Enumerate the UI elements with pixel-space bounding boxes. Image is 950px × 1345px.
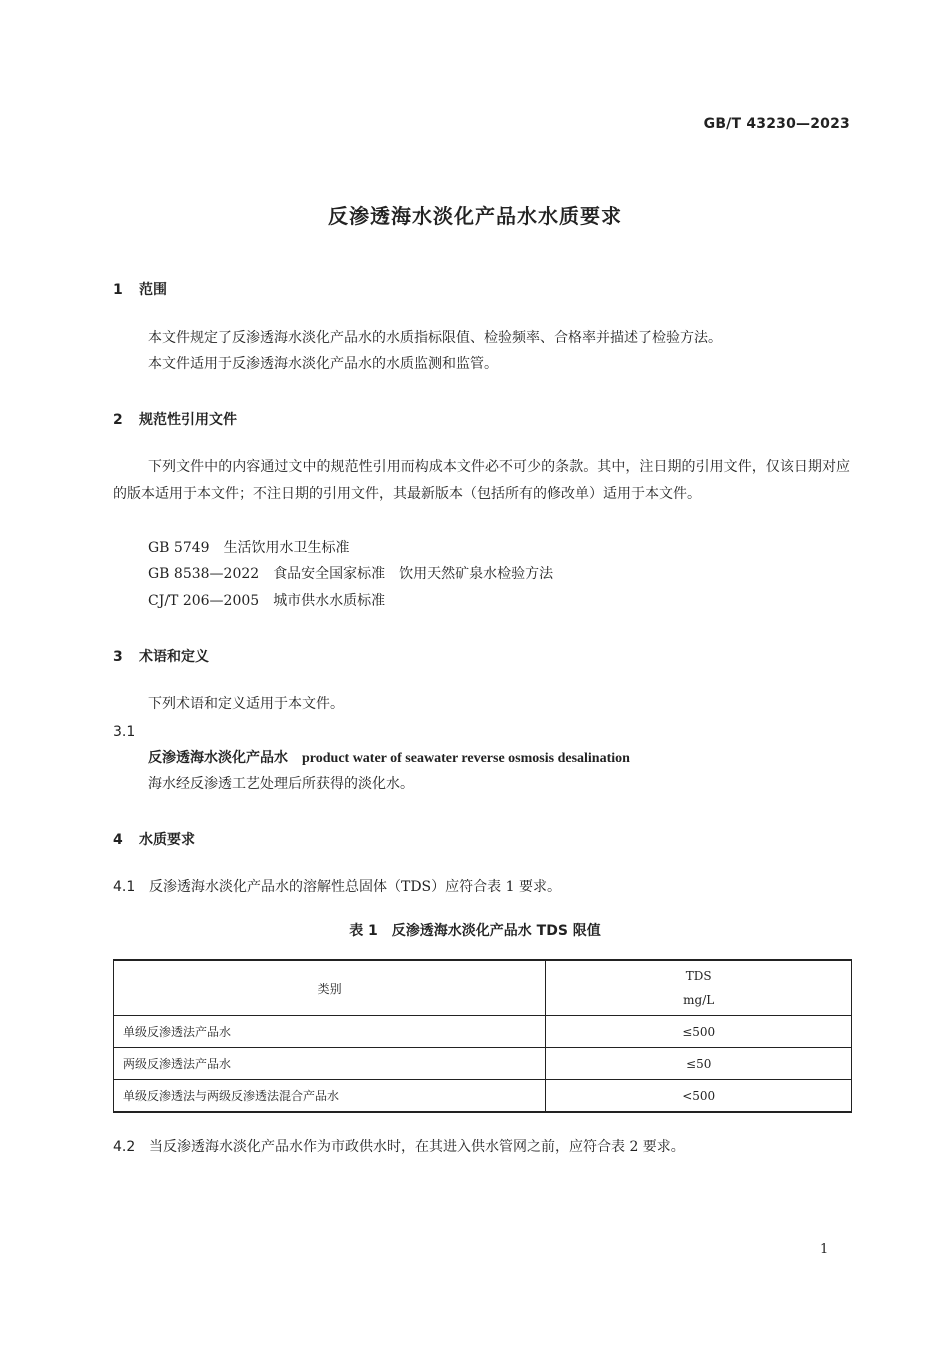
term-definition: 海水经反渗透工艺处理后所获得的淡化水。 [148, 776, 414, 792]
section-4-title: 水质要求 [139, 832, 195, 848]
section-3-number: 3 [113, 649, 123, 665]
reference-name: 食品安全国家标准 饮用天然矿泉水检验方法 [273, 566, 554, 582]
reference-code: GB 8538—2022 [148, 566, 260, 582]
term-heading [148, 751, 630, 766]
term-chinese: 反渗透海水淡化产品水 [148, 750, 288, 766]
section-1-title: 范围 [139, 282, 167, 298]
reference-code: GB 5749 [148, 540, 210, 556]
row-category: 单级反渗透法产品水 [114, 1016, 546, 1048]
clause-4-1-text: 反渗透海水淡化产品水的溶解性总固体（TDS）应符合表 1 要求。 [149, 879, 561, 895]
row-value: ≤500 [546, 1016, 852, 1048]
section-3-heading [113, 646, 209, 666]
section-2-number: 2 [113, 412, 123, 428]
standard-number: GB/T 43230—2023 [703, 116, 850, 132]
header-tds-label: TDS [685, 969, 712, 983]
header-tds [546, 960, 852, 1016]
table-row [114, 1016, 852, 1048]
tds-limit-table [113, 959, 852, 1113]
table-row [114, 1048, 852, 1080]
document-title: 反渗透海水淡化产品水水质要求 [328, 204, 622, 228]
section-2-title: 规范性引用文件 [139, 412, 237, 428]
reference-name: 城市供水水质标准 [273, 593, 386, 609]
reference-name: 生活饮用水卫生标准 [223, 540, 350, 556]
reference-code: CJ/T 206—2005 [148, 593, 260, 609]
section-4-heading [113, 829, 195, 849]
row-value: ≤50 [546, 1048, 852, 1080]
section-1-number: 1 [113, 282, 123, 298]
clause-4-2 [113, 1140, 685, 1154]
row-category: 单级反渗透法与两级反渗透法混合产品水 [114, 1080, 546, 1113]
clause-4-2-number: 4.2 [113, 1139, 136, 1155]
row-category: 两级反渗透法产品水 [114, 1048, 546, 1080]
section-1-heading [113, 279, 167, 299]
header-tds-unit: mg/L [683, 993, 715, 1007]
clause-4-1 [113, 880, 561, 894]
page-number: 1 [820, 1242, 829, 1257]
term-number: 3.1 [113, 724, 136, 740]
section-3-title: 术语和定义 [139, 649, 209, 665]
section-3-intro: 下列术语和定义适用于本文件。 [148, 696, 344, 712]
clause-4-2-text: 当反渗透海水淡化产品水作为市政供水时，在其进入供水管网之前，应符合表 2 要求。 [149, 1139, 685, 1155]
section-4-number: 4 [113, 832, 123, 848]
section-2-intro: 下列文件中的内容通过文中的规范性引用而构成本文件必不可少的条款。其中，注日期的引用文件，仅该日期对应的版本适用于本文件；不注日期的引用文件，其最新版本（包括所有的修改单）适用于本文件。 [113, 459, 850, 502]
table-row [114, 1080, 852, 1113]
section-1-paragraph-2: 本文件适用于反渗透海水淡化产品水的水质监测和监管。 [148, 356, 498, 372]
clause-4-1-number: 4.1 [113, 879, 136, 895]
section-2-heading [113, 409, 237, 429]
header-category: 类别 [114, 960, 546, 1016]
table-header-row [114, 960, 852, 1016]
reference-item [148, 541, 350, 555]
reference-item [148, 594, 385, 608]
section-1-paragraph-1: 本文件规定了反渗透海水淡化产品水的水质指标限值、检验频率、合格率并描述了检验方法。 [148, 330, 722, 346]
term-english: product water of seawater reverse osmosis desalination [302, 751, 630, 766]
row-value: <500 [546, 1080, 852, 1113]
table-caption: 表 1 反渗透海水淡化产品水 TDS 限值 [349, 923, 601, 939]
reference-item [148, 567, 553, 581]
